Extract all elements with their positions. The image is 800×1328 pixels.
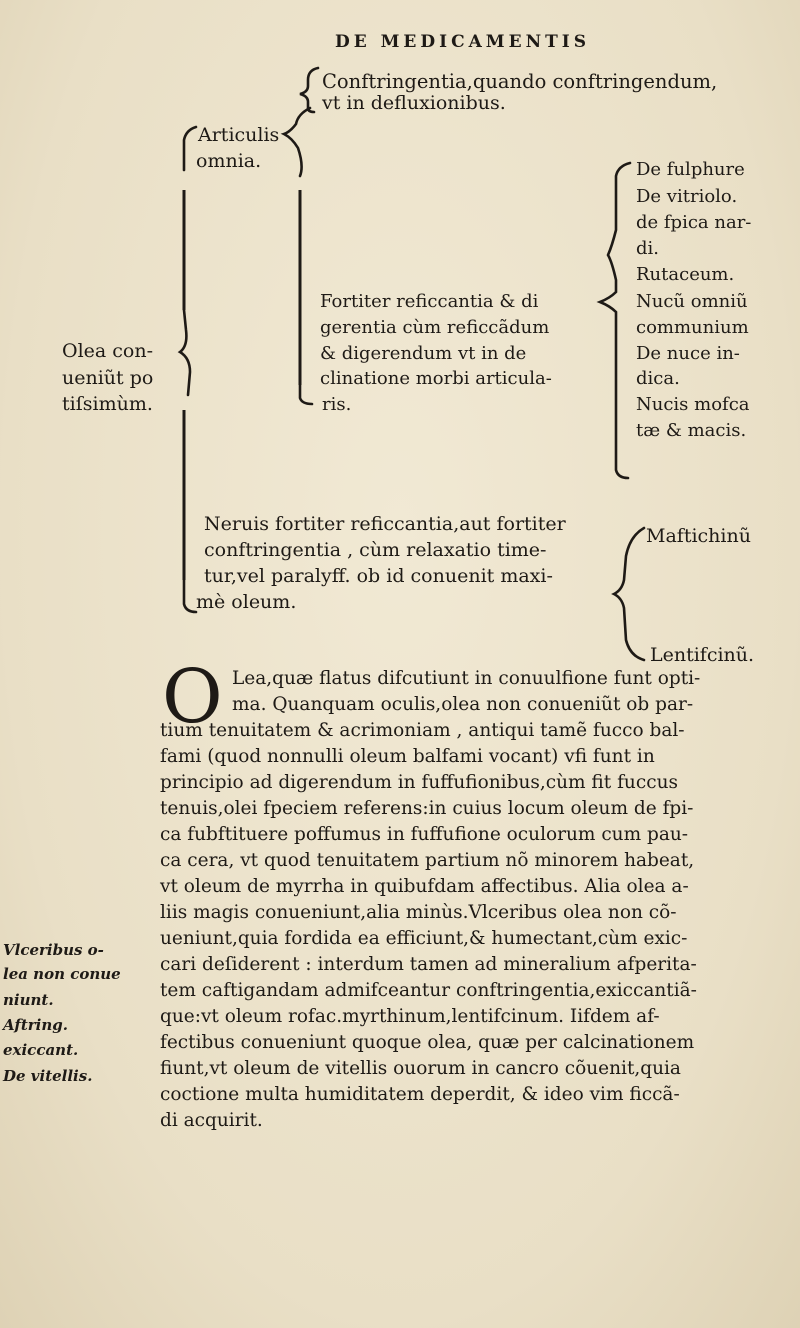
margin-note: Aftring. [3, 1016, 68, 1034]
body-line: fiunt,vt oleum de vitellis ouorum in cancro cõuenit,quia [160, 1058, 681, 1079]
body-line: tem caftigandam admifceantur conftringentia,exiccantiã- [160, 980, 697, 1001]
constringentia-line: Conftringentia,quando conftringendum, [322, 70, 718, 93]
body-line: liis magis conueniunt,alia minùs.Vlceribus olea non cõ- [160, 902, 677, 923]
body-line: tenuis,olei fpeciem referens:in cuius locum oleum de fpi- [160, 798, 694, 819]
list-item: Nucis mofca [636, 394, 750, 415]
brace-articulis-left [184, 127, 196, 170]
fortiter-line-5: ris. [322, 394, 352, 415]
olea-line-1: Olea con- [62, 340, 154, 362]
brace-articulis [284, 108, 310, 176]
margin-note: Vlceribus o- [3, 941, 104, 959]
list-item: De vitriolo. [636, 186, 738, 207]
list-item: di. [636, 238, 660, 259]
neruis-line-3: tur,vel paralyff. ob id conuenit maxi- [204, 565, 553, 587]
brace-olea [180, 310, 190, 395]
fortiter-line-2: gerentia cùm reficcãdum [320, 317, 550, 338]
body-line: ca cera, vt quod tenuitatem partium nõ minorem habeat, [160, 850, 695, 871]
list-item: De fulphure [636, 159, 745, 180]
margin-note: niunt. [3, 991, 54, 1009]
neruis-line-2: conftringentia , cùm relaxatio time- [204, 539, 547, 561]
body-line: fami (quod nonnulli oleum balfami vocant) vfi funt in [160, 746, 655, 767]
body-line: principio ad digerendum in fuffufionibus,cùm fit fuccus [160, 772, 678, 793]
brace-constringentia [300, 68, 318, 112]
body-line: coctione multa humiditatem deperdit, & ideo vim ficcã- [160, 1084, 680, 1105]
body-line: ma. Quanquam oculis,olea non conueniũt ob par- [232, 694, 694, 715]
olea-line-2: ueniũt po [62, 367, 154, 389]
list-item: communium [636, 317, 749, 338]
list-item: dica. [636, 368, 680, 389]
body-line: ca fubftituere poffumus in fuffufione oculorum cum pau- [160, 824, 689, 845]
list-item: De nuce in- [636, 343, 740, 364]
fortiter-line-1: Fortiter reficcantia & di [320, 291, 539, 312]
running-title: DE MEDICAMENTIS [335, 32, 591, 52]
neruis-line-4: mè oleum. [196, 591, 297, 613]
margin-note: De vitellis. [3, 1067, 93, 1085]
brace-mastic [614, 528, 644, 660]
list-item: Rutaceum. [636, 264, 735, 285]
list-item: de fpica nar- [636, 212, 752, 233]
drop-cap: O [162, 654, 223, 740]
lentiscinum: Lentifcinũ. [650, 644, 755, 666]
fortiter-line-4: clinatione morbi articula- [320, 368, 552, 389]
brace-list [600, 163, 630, 478]
articulis-omnia: omnia. [196, 150, 262, 172]
list-item: Nucũ omniũ [636, 291, 748, 312]
mastichinum: Maftichinũ [646, 525, 751, 547]
body-line: di acquirit. [160, 1110, 263, 1131]
body-line: Lea,quæ flatus difcutiunt in conuulfione funt opti- [232, 668, 701, 689]
list-item: tæ & macis. [636, 420, 747, 441]
body-line: cari deſiderent : interdum tamen ad mineralium afperita- [160, 954, 697, 975]
margin-note: lea non conue [3, 965, 121, 983]
brace-fortiter-end [300, 385, 312, 404]
body-line: que:vt oleum rofac.myrthinum,lentifcinum. Iifdem af- [160, 1006, 660, 1027]
margin-note: exiccant. [3, 1041, 79, 1059]
neruis-line-1: Neruis fortiter reficcantia,aut fortiter [204, 513, 566, 535]
body-line: ueniunt,quia fordida ea efficiunt,& humectant,cùm exic- [160, 928, 688, 949]
constringentia-example: vt in defluxionibus. [322, 92, 506, 114]
articulis-label: Articulis [198, 124, 280, 146]
body-line: tium tenuitatem & acrimoniam , antiqui tamẽ fucco bal- [160, 720, 685, 741]
fortiter-line-3: & digerendum vt in de [320, 343, 527, 364]
body-line: vt oleum de myrrha in quibufdam affectibus. Alia olea a- [160, 876, 689, 897]
body-line: fectibus conueniunt quoque olea, quæ per calcinationem [160, 1032, 695, 1053]
brace-neruis-end [184, 580, 196, 612]
olea-line-3: tiſsimùm. [62, 393, 153, 415]
